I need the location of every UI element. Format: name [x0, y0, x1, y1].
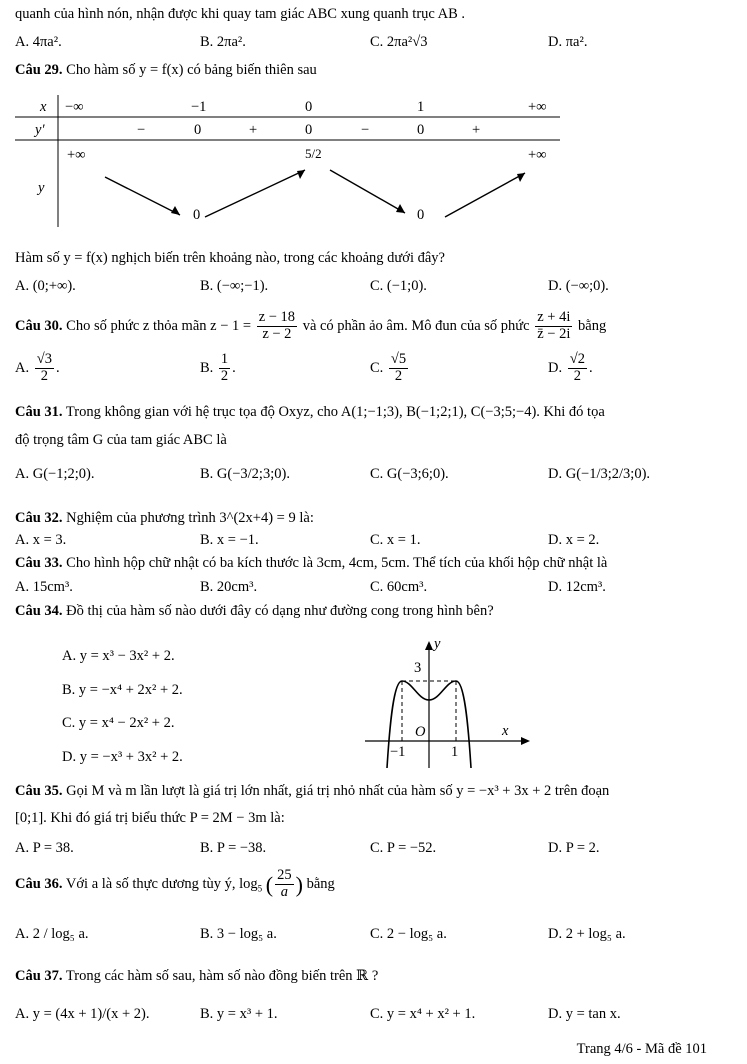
q30-option-d: D. $\frac{√2}{2}$ . — [548, 351, 593, 384]
q30-text-b: và có phần ảo âm. Mô đun của số phức — [302, 317, 530, 334]
q36-text-b: bằng — [306, 875, 335, 892]
table-y-val-0: +∞ — [67, 147, 86, 163]
q33-label: Câu 33. — [15, 555, 63, 571]
q36-text-a: Với a là số thực dương tùy ý, log — [65, 875, 258, 892]
q30-option-b: B. $\frac{1}{2}$ . — [200, 351, 236, 384]
table-yp-sign-4: − — [361, 122, 370, 138]
q30-option-d-num: √2 — [569, 351, 585, 367]
q33-heading — [15, 555, 607, 572]
q30-label: Câu 30. — [15, 317, 63, 334]
table-x-label: x — [40, 99, 47, 115]
q31-text: Trong không gian với hệ trục tọa độ Oxyz, cho A(1;−1;3), B(−1;2;1), C(−3;5;−4). Khi đó tọa — [65, 404, 605, 420]
arrow-down-1 — [105, 177, 180, 215]
graph-x-right: 1 — [451, 744, 459, 760]
q34-option-d: D. y = −x³ + 3x² + 2. — [62, 749, 183, 765]
table-yp-sign-2: + — [249, 122, 258, 138]
q35-option-a: A. P = 38. — [15, 840, 74, 856]
q28-option-b: B. 2πa². — [200, 34, 246, 50]
table-y-val-3: 0 — [417, 207, 425, 223]
q35-option-b: B. P = −38. — [200, 840, 267, 856]
graph-origin-label: O — [415, 724, 426, 740]
q31-label: Câu 31. — [15, 404, 63, 420]
q28-tail-text: quanh của hình nón, nhận được khi quay tam giác ABC xung quanh trục AB . — [15, 6, 466, 22]
q35-option-c: C. P = −52. — [370, 840, 437, 856]
q34-graph — [360, 636, 540, 770]
q33-text: Cho hình hộp chữ nhật có ba kích thước là 3cm, 4cm, 5cm. Thể tích của khối hộp chữ nhật là — [66, 555, 608, 571]
q36-base: 5 — [257, 883, 263, 894]
q35-text2: [0;1]. Khi đó giá trị biểu thức P = 2M − 3m là: — [15, 810, 285, 826]
q30-option-b-letter: B. — [200, 359, 214, 376]
q30-frac2-num: z + 4i — [537, 309, 571, 325]
q31-option-a: A. G(−1;2;0). — [15, 466, 95, 482]
table-x-val-2: 0 — [305, 99, 313, 115]
q29-label: Câu 29. — [15, 62, 63, 78]
q28-option-d: D. πa². — [548, 34, 588, 50]
q34-heading — [15, 603, 494, 620]
q29-text: Cho hàm số y = f(x) có bảng biến thiên sau — [66, 62, 317, 78]
q30-option-b-num: 1 — [220, 351, 229, 367]
q29-option-b: B. (−∞;−1). — [200, 278, 269, 294]
q34-option-c: C. y = x⁴ − 2x² + 2. — [62, 715, 175, 731]
q30-frac1-den: z − 2 — [262, 325, 292, 342]
table-x-val-0: −∞ — [65, 99, 84, 115]
q29-heading — [15, 62, 317, 79]
q36-frac — [275, 868, 294, 901]
q35-text: Gọi M và m lần lượt là giá trị lớn nhất, giá trị nhỏ nhất của hàm số y = −x³ + 3x + 2 trên đoạn — [66, 783, 610, 799]
q36-option-b: B. 3 − log₅ a. — [200, 926, 277, 942]
variation-table — [15, 95, 575, 230]
q30-option-c-num: √5 — [390, 351, 407, 367]
q37-option-d: D. y = tan x. — [548, 1006, 621, 1022]
q36-option-c: C. 2 − log₅ a. — [370, 926, 447, 942]
q30-option-c-den: 2 — [394, 367, 403, 384]
q29-question: Hàm số y = f(x) nghịch biến trên khoảng nào, trong các khoảng dưới đây? — [15, 250, 445, 266]
q30-frac1-num: z − 18 — [258, 309, 296, 325]
q34-option-b: B. y = −x⁴ + 2x² + 2. — [62, 682, 183, 698]
q31-heading — [15, 404, 605, 421]
q36-frac-den: a — [280, 883, 288, 900]
q36-option-d: D. 2 + log₅ a. — [548, 926, 626, 942]
q32-heading — [15, 510, 314, 527]
q30-text-c: bằng — [578, 317, 607, 334]
q30-option-a-num: √3 — [36, 351, 52, 367]
q28-option-c: C. 2πa²√3 — [370, 34, 428, 50]
q32-text: Nghiệm của phương trình 3^(2x+4) = 9 là: — [66, 510, 314, 526]
q29-option-a: A. (0;+∞). — [15, 278, 76, 294]
q37-label: Câu 37. — [15, 968, 63, 984]
q30-option-a-den: 2 — [40, 367, 48, 384]
q37-text: Trong các hàm số sau, hàm số nào đồng biến trên ℝ ? — [65, 968, 379, 984]
q35-option-d: D. P = 2. — [548, 840, 600, 856]
table-x-val-4: +∞ — [528, 99, 547, 115]
q33-option-d: D. 12cm³. — [548, 579, 606, 595]
variation-table-lines — [15, 95, 575, 230]
q36-option-a: A. 2 / log₅ a. — [15, 926, 89, 942]
graph-x-left: −1 — [390, 744, 406, 760]
q29-option-c: C. (−1;0). — [370, 278, 427, 294]
q30-option-c-letter: C. — [370, 359, 384, 376]
q32-label: Câu 32. — [15, 510, 63, 526]
q36-heading: Câu 36. Với a là số thực dương tùy ý, $\log_5$ ( $\frac{25}{a}$ ) bằng — [15, 867, 335, 900]
table-yp-sign-5: 0 — [417, 122, 425, 138]
q30-option-a: A. $\frac{√3}{2}$ . — [15, 351, 60, 384]
q30-option-d-den: 2 — [573, 367, 581, 384]
q30-option-a-letter: A. — [15, 359, 30, 376]
q31-option-b: B. G(−3/2;3;0). — [200, 466, 290, 482]
q30-frac1 — [257, 310, 297, 343]
table-y-label: y — [38, 180, 45, 196]
table-y-val-4: +∞ — [528, 147, 547, 163]
q28-option-a: A. 4πa². — [15, 34, 62, 50]
table-yp-sign-6: + — [472, 122, 481, 138]
q32-option-b: B. x = −1. — [200, 532, 259, 548]
table-x-val-1: −1 — [191, 99, 207, 115]
q35-heading — [15, 783, 609, 800]
arrow-down-2 — [330, 170, 405, 213]
q30-frac2 — [535, 310, 572, 343]
arrow-up-2 — [445, 173, 525, 217]
q33-option-c: C. 60cm³. — [370, 579, 428, 595]
table-yp-sign-1: 0 — [194, 122, 202, 138]
q35-label: Câu 35. — [15, 783, 63, 799]
q37-option-a: A. y = (4x + 1)/(x + 2). — [15, 1006, 150, 1022]
q34-option-a: A. y = x³ − 3x² + 2. — [62, 648, 175, 664]
q30-text-a: Cho số phức z thỏa mãn z − 1 = — [66, 317, 252, 334]
q34-label: Câu 34. — [15, 603, 63, 619]
arrow-up-1 — [205, 170, 305, 217]
table-y-val-1: 0 — [193, 207, 201, 223]
q29-option-d: D. (−∞;0). — [548, 278, 609, 294]
q37-heading — [15, 968, 378, 985]
table-x-val-3: 1 — [417, 99, 425, 115]
q34-graph-svg — [360, 640, 540, 770]
q34-text: Đồ thị của hàm số nào dưới đây có dạng như đường cong trong hình bên? — [66, 603, 494, 619]
q36-frac-num: 25 — [277, 867, 292, 883]
q33-option-a: A. 15cm³. — [15, 579, 73, 595]
q37-option-b: B. y = x³ + 1. — [200, 1006, 278, 1022]
q30-option-c — [370, 352, 410, 385]
table-yp-sign-0: − — [137, 122, 146, 138]
q30-text — [15, 310, 606, 343]
table-yp-sign-3: 0 — [305, 122, 313, 138]
q33-option-b: B. 20cm³. — [200, 579, 258, 595]
q31-option-d: D. G(−1/3;2/3;0). — [548, 466, 651, 482]
q32-option-a: A. x = 3. — [15, 532, 67, 548]
q32-option-c: C. x = 1. — [370, 532, 421, 548]
table-y-val-2: 5/2 — [305, 146, 322, 161]
q31-option-c: C. G(−3;6;0). — [370, 466, 449, 482]
q31-text2: độ trọng tâm G của tam giác ABC là — [15, 432, 227, 448]
q30-option-b-den: 2 — [220, 367, 229, 384]
graph-y-label: y — [434, 636, 441, 652]
graph-x-label: x — [502, 723, 509, 739]
q32-option-d: D. x = 2. — [548, 532, 600, 548]
q30-frac2-den: z̄ − 2i — [537, 325, 571, 342]
q37-option-c: C. y = x⁴ + x² + 1. — [370, 1006, 476, 1022]
q30-option-d-letter: D. — [548, 359, 563, 376]
page-footer: Trang 4/6 - Mã đề 101 — [576, 1041, 707, 1057]
table-yp-label: y′ — [35, 122, 45, 138]
graph-y-mark: 3 — [414, 660, 422, 676]
q36-label: Câu 36. — [15, 875, 63, 892]
